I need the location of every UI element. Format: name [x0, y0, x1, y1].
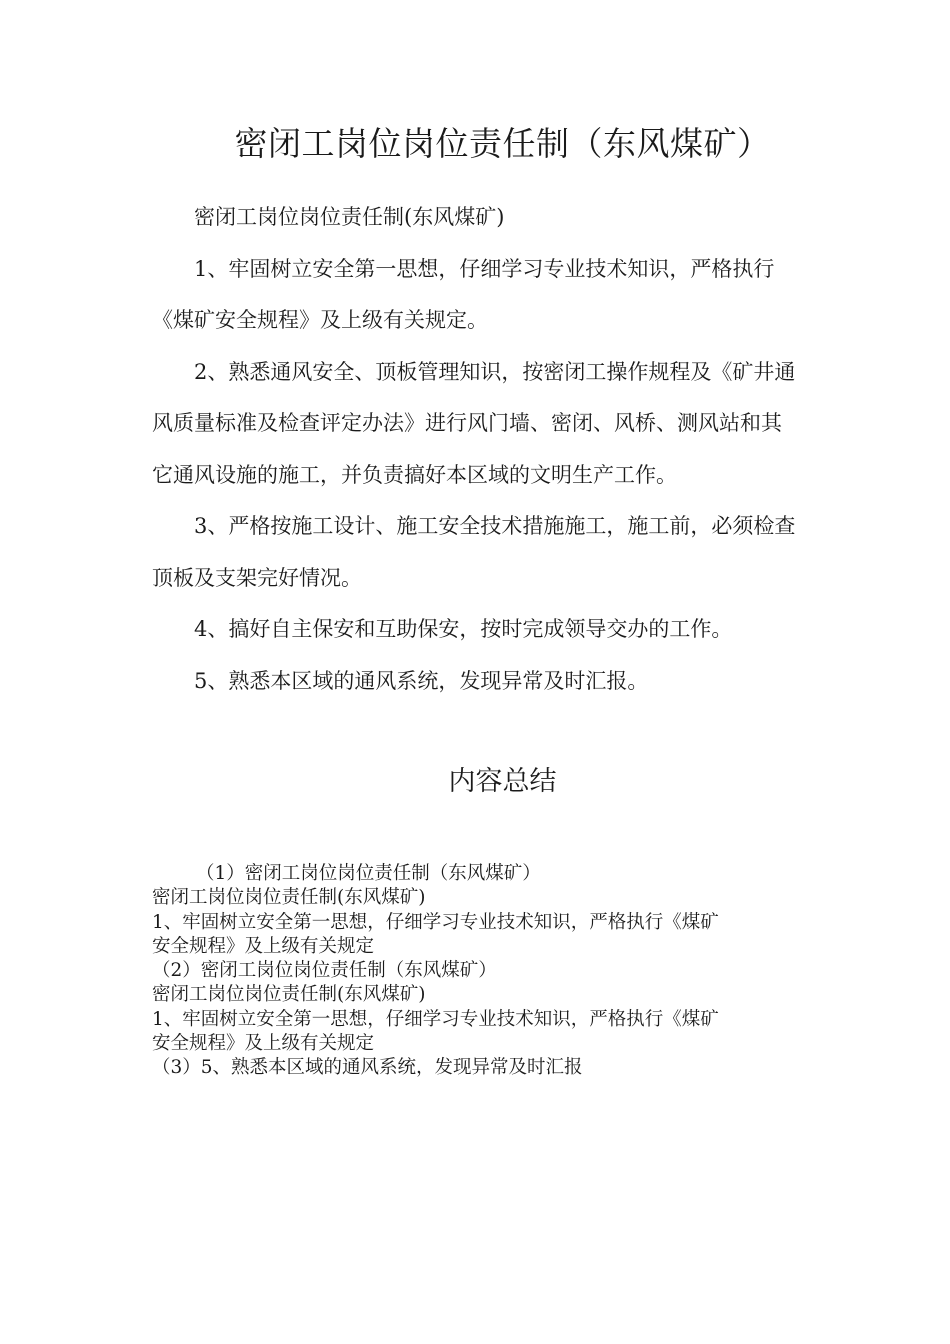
body-paragraph-2: 2、熟悉通风安全、顶板管理知识，按密闭工操作规程及《矿井通风质量标准及检查评定办法》进行风门墙、密闭、风桥、测风站和其它通风设施的施工，并负责搞好本区域的文明生产工作。: [152, 359, 796, 487]
summary-line: 密闭工岗位岗位责任制(东风煤矿): [152, 984, 426, 1006]
summary-title: 内容总结: [448, 766, 557, 797]
document-body: [152, 192, 802, 707]
summary-line: （1）密闭工岗位岗位责任制（东风煤矿）: [196, 863, 541, 884]
summary-line: 安全规程》及上级有关规定: [152, 935, 375, 957]
summary-section: [152, 862, 792, 1081]
body-paragraph-5: 5、熟悉本区域的通风系统，发现异常及时汇报。: [194, 668, 649, 693]
summary-line: 安全规程》及上级有关规定: [152, 1033, 375, 1055]
summary-line: 密闭工岗位岗位责任制(东风煤矿): [152, 887, 426, 909]
body-paragraph-1: 1、牢固树立安全第一思想，仔细学习专业技术知识，严格执行《煤矿安全规程》及上级有关规定。: [152, 256, 775, 332]
body-paragraph-3: 3、严格按施工设计、施工安全技术措施施工，施工前，必须检查顶板及支架完好情况。: [152, 514, 796, 590]
body-paragraph-4: 4、搞好自主保安和互助保安，按时完成领导交办的工作。: [194, 617, 733, 641]
summary-line: 1、牢固树立安全第一思想，仔细学习专业技术知识，严格执行《煤矿: [152, 1008, 719, 1030]
document-title: 密闭工岗位岗位责任制（东风煤矿）: [234, 124, 771, 163]
summary-line: （2）密闭工岗位岗位责任制（东风煤矿）: [152, 960, 497, 982]
summary-line: （3）5、熟悉本区域的通风系统，发现异常及时汇报: [152, 1057, 583, 1079]
summary-line: 1、牢固树立安全第一思想，仔细学习专业技术知识，严格执行《煤矿: [152, 911, 719, 933]
body-paragraph-heading: 密闭工岗位岗位责任制(东风煤矿): [194, 205, 505, 229]
